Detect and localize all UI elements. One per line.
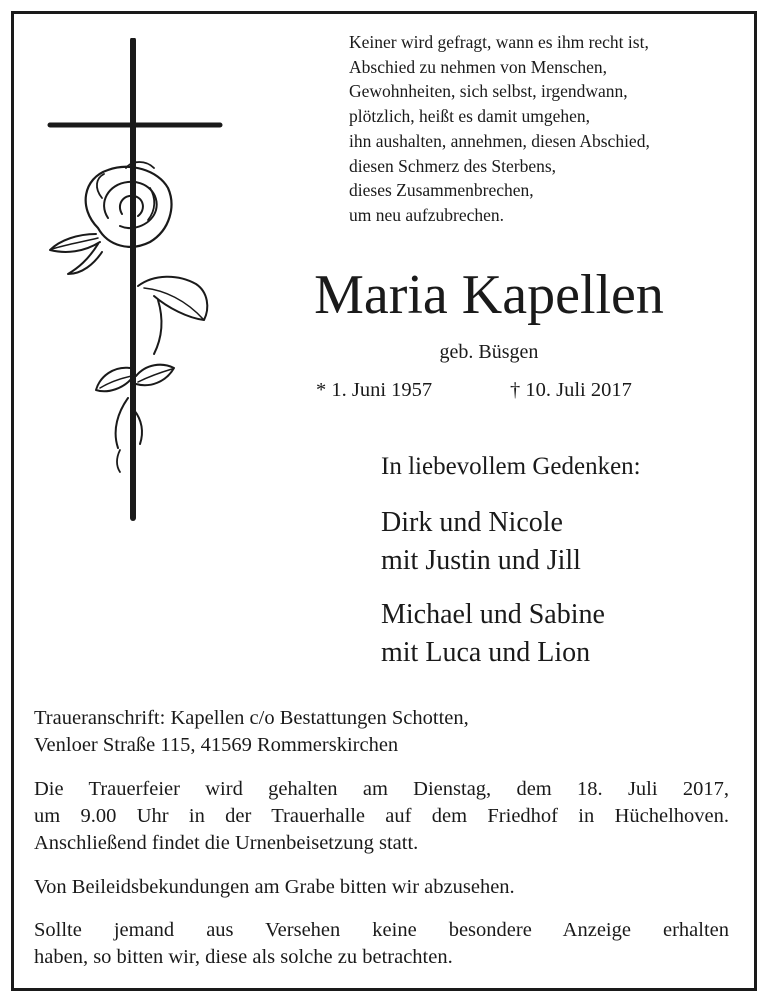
poem-line: Gewohnheiten, sich selbst, irgendwann, (349, 81, 628, 102)
poem-line: dieses Zusammenbrechen, (349, 180, 534, 201)
poem-line: ihn aushalten, annehmen, diesen Abschied, (349, 130, 650, 151)
mourning-address (34, 705, 729, 759)
poem-line: diesen Schmerz des Sterbens, (349, 155, 557, 176)
poem (349, 30, 739, 228)
mourner-group (381, 504, 581, 580)
ceremony-info (34, 776, 729, 857)
mourner-line: Michael und Sabine (381, 599, 605, 630)
mourner-line: Dirk und Nicole (381, 507, 563, 538)
ceremony-line: um 9.00 Uhr in der Trauerhalle auf dem Friedhof in Hüchelhoven. (34, 805, 729, 827)
notice-text (34, 917, 729, 971)
condolence-request: Von Beileidsbekundungen am Grabe bitten wir abzusehen. (34, 876, 515, 898)
poem-line: Abschied zu nehmen von Menschen, (349, 56, 608, 77)
mourner-line: mit Justin und Jill (381, 545, 581, 576)
birth-date: * 1. Juni 1957 (316, 379, 433, 401)
mourner-line: mit Luca und Lion (381, 637, 591, 668)
poem-line: plötzlich, heißt es damit umgehen, (349, 106, 591, 127)
poem-line: um neu aufzubrechen. (349, 204, 504, 225)
notice-line: Sollte jemand aus Versehen keine besondere Anzeige erhalten (34, 919, 729, 941)
ceremony-line: Die Trauerfeier wird gehalten am Dienstag, dem 18. Juli 2017, (34, 778, 729, 800)
deceased-name: Maria Kapellen (314, 264, 664, 326)
poem-line: Keiner wird gefragt, wann es ihm recht ist, (349, 32, 649, 52)
address-line: Venloer Straße 115, 41569 Rommerskirchen (34, 734, 399, 756)
death-date: † 10. Juli 2017 (510, 379, 632, 401)
ceremony-line: Anschließend findet die Urnenbeisetzung statt. (34, 832, 419, 854)
memory-heading: In liebevollem Gedenken: (381, 453, 641, 480)
notice-line: haben, so bitten wir, diese als solche zu betrachten. (34, 946, 453, 968)
address-line: Traueranschrift: Kapellen c/o Bestattungen Schotten, (34, 707, 469, 729)
birth-name: geb. Büsgen (439, 341, 539, 363)
mourner-group (381, 596, 605, 672)
